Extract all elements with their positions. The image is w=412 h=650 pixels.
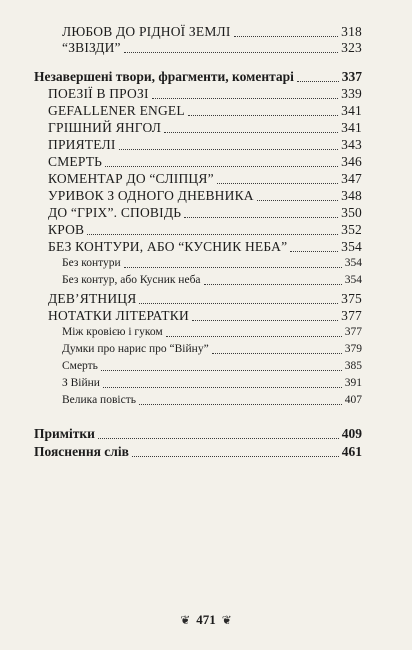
leader-dots (217, 182, 338, 184)
page-number: 471 (196, 612, 216, 627)
toc-entry-page: 385 (344, 360, 362, 372)
toc-entry (48, 155, 362, 169)
toc-entry-title: Смерть (62, 360, 98, 372)
toc-entry-page: 347 (341, 171, 362, 186)
toc-entry-page: 350 (341, 205, 362, 220)
toc-entry-page: 409 (341, 426, 362, 441)
leader-dots (103, 386, 342, 388)
toc-entry-page: 352 (341, 222, 362, 237)
toc-entry-page: 323 (341, 40, 362, 55)
toc-entry-page: 348 (341, 188, 362, 203)
toc-entry (48, 240, 362, 254)
toc-entry-title: ПОЕЗІЇ В ПРОЗІ (48, 86, 149, 101)
toc-entry-title: ГРІШНИЙ ЯНГОЛ (48, 120, 162, 135)
toc-subentry (62, 344, 362, 356)
toc-entry-title: СМЕРТЬ (48, 154, 103, 169)
leader-dots (188, 114, 338, 116)
toc-entry-title: “ЗВІЗДИ” (62, 40, 121, 55)
toc-entry (48, 292, 362, 306)
toc-entry-page: 407 (344, 394, 362, 406)
toc-entry-page: 339 (341, 86, 362, 101)
leader-dots (164, 131, 338, 133)
toc-entry (48, 121, 362, 135)
toc-section-heading (34, 70, 362, 84)
leader-dots (98, 437, 339, 439)
toc-entry-title: Думки про нарис про “Війну” (62, 343, 209, 355)
toc-entry-page: 375 (341, 291, 362, 306)
leader-dots (234, 35, 339, 37)
toc-entry-title: ДЕВ’ЯТНИЦЯ (48, 291, 137, 306)
leader-dots (139, 302, 338, 304)
toc-entry (48, 87, 362, 101)
leader-dots (101, 369, 342, 371)
toc-entry-title: ЛЮБОВ ДО РІДНОЇ ЗЕМЛІ (62, 24, 231, 39)
toc-entry-title: Пояснення слів (34, 444, 129, 459)
toc-entry-page: 354 (341, 239, 362, 254)
toc-entry-page: 318 (341, 24, 362, 39)
leader-dots (119, 148, 339, 150)
leader-dots (124, 266, 342, 268)
leader-dots (297, 80, 339, 82)
toc-subentry (62, 275, 362, 287)
toc-section-heading (34, 445, 362, 459)
leader-dots (166, 335, 342, 337)
leader-dots (184, 216, 338, 218)
toc-subentry (62, 258, 362, 270)
toc-entry-page: 354 (344, 257, 362, 269)
toc-subentry (62, 378, 362, 390)
toc-entry (48, 104, 362, 118)
toc-entry-title: НОТАТКИ ЛІТЕРАТКИ (48, 308, 189, 323)
floral-ornament-icon: ❦ (180, 613, 191, 627)
toc-entry-page: 391 (344, 377, 362, 389)
toc-entry (48, 189, 362, 203)
toc-entry-title: Без контури (62, 257, 121, 269)
toc-subentry (62, 327, 362, 339)
toc-entry-title: УРИВОК З ОДНОГО ДНЕВНИКА (48, 188, 254, 203)
toc-section-heading (34, 427, 362, 441)
toc-entry-title: БЕЗ КОНТУРИ, АБО “КУСНИК НЕБА” (48, 239, 288, 254)
page-footer (0, 612, 412, 628)
leader-dots (212, 352, 342, 354)
toc-entry (48, 138, 362, 152)
leader-dots (192, 319, 338, 321)
toc-entry-title: З Війни (62, 377, 100, 389)
toc-entry-title: КОМЕНТАР ДО “СЛІПЦЯ” (48, 171, 214, 186)
toc-entry-page: 343 (341, 137, 362, 152)
leader-dots (124, 51, 338, 53)
toc-entry-page: 379 (344, 343, 362, 355)
toc-entry-page: 346 (341, 154, 362, 169)
toc-entry-page: 461 (341, 444, 362, 459)
leader-dots (257, 199, 338, 201)
toc-entry (48, 172, 362, 186)
leader-dots (87, 233, 338, 235)
toc-entry-title: Незавершені твори, фрагменти, коментарі (34, 69, 294, 84)
toc-subentry (62, 395, 362, 407)
toc-entry (62, 25, 362, 39)
toc-entry-page: 354 (344, 274, 362, 286)
leader-dots (105, 165, 338, 167)
toc-entry-page: 341 (341, 103, 362, 118)
toc-entry (48, 309, 362, 323)
toc-entry-title: Без контур, або Кусник неба (62, 274, 201, 286)
toc-entry-page: 337 (341, 69, 362, 84)
leader-dots (290, 250, 338, 252)
toc-entry-title: Примітки (34, 426, 95, 441)
leader-dots (139, 403, 342, 405)
toc-entry (48, 206, 362, 220)
toc-entry-title: Між кровією і гуком (62, 326, 163, 338)
toc-entry (48, 223, 362, 237)
toc-entry-title: Велика повість (62, 394, 136, 406)
toc-entry-title: ПРИЯТЕЛІ (48, 137, 116, 152)
toc-subentry (62, 361, 362, 373)
toc-entry-title: ДО “ГРІХ”. СПОВІДЬ (48, 205, 182, 220)
toc-entry (62, 41, 362, 55)
toc-entry-page: 377 (341, 308, 362, 323)
leader-dots (152, 97, 338, 99)
leader-dots (204, 283, 342, 285)
floral-ornament-icon: ❦ (221, 613, 232, 627)
toc-entry-page: 377 (344, 326, 362, 338)
toc-entry-page: 341 (341, 120, 362, 135)
toc-entry-title: КРОВ (48, 222, 85, 237)
toc-entry-title: GEFALLENER ENGEL (48, 103, 185, 118)
leader-dots (132, 455, 339, 457)
